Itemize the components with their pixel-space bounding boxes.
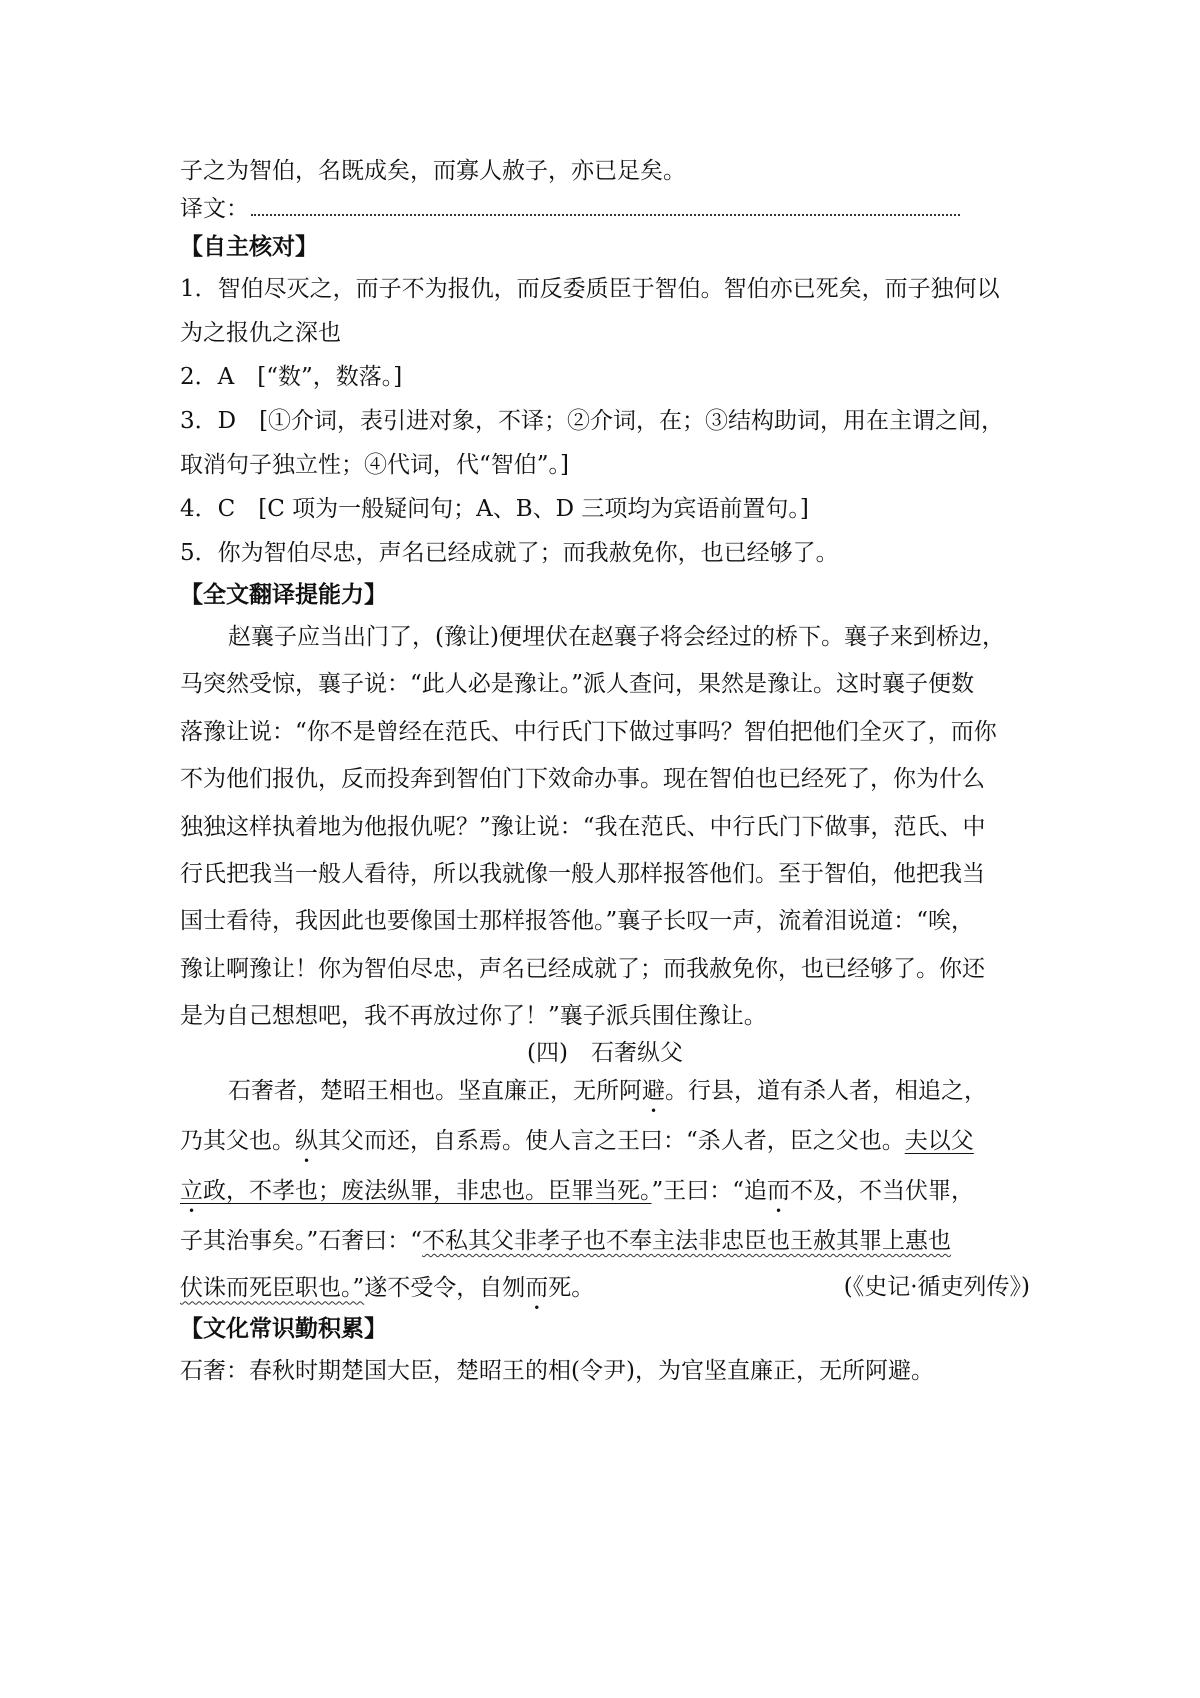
translation-line: 行氏把我当一般人看待，所以我就像一般人那样报答他们。至于智伯，他把我当 <box>180 861 985 888</box>
translation-line: 赵襄子应当出门了，(豫让)便埋伏在赵襄子将会经过的桥下。襄子来到桥边， <box>228 624 1005 650</box>
answer-3-line-1: 3．D [①介词，表引进对象，不译；②介词，在；③结构助词，用在主谓之间， <box>180 408 1005 434</box>
emphasis-char: 而 <box>525 1275 549 1302</box>
answer-5: 5．你为智伯尽忠，声名已经成就了；而我赦免你，也已经够了。 <box>180 540 839 566</box>
passage-line-4: 子其治事矣。”石奢曰：“不私其父非孝子也不奉主法非忠臣也王赦其罪上惠也 <box>180 1228 952 1254</box>
wavy-underlined-sentence: 不私其父非孝子也不奉主法非忠臣也王赦其罪上惠也 <box>422 1228 952 1254</box>
passage-line-1: 石奢者，楚昭王相也。坚直廉正，无所阿避。行县，道有杀人者，相追之， <box>228 1078 987 1104</box>
source-citation: (《史记·循吏列传》) <box>843 1274 1030 1300</box>
full-translation-heading: 【全文翻译提能力】 <box>180 582 387 608</box>
answer-3-line-2: 取消句子独立性；④代词，代“智伯”。] <box>180 452 569 478</box>
emphasis-char: 避 <box>642 1078 665 1104</box>
translation-line: 马突然受惊，襄子说：“此人必是豫让。”派人查问，果然是豫让。这时襄子便数 <box>180 671 975 698</box>
wavy-underlined-sentence: 伏诛而死臣职也。” <box>180 1275 365 1302</box>
answer-1-line-1: 1．智伯尽灭之，而子不为报仇，而反委质臣于智伯。智伯亦已死矣，而子独何以 <box>180 276 1000 302</box>
answer-4: 4．C [C 项为一般疑问句；A、B、D 三项均为宾语前置句。] <box>180 496 809 522</box>
culture-text: 石奢：春秋时期楚国大臣，楚昭王的相(令尹)，为官坚直廉正，无所阿避。 <box>180 1358 934 1384</box>
answer-1-line-2: 为之报仇之深也 <box>180 320 341 346</box>
passage-line-3: 立政，不孝也；废法纵罪，非忠也。臣罪当死。”王曰：“追而不及，不当伏罪， <box>180 1178 975 1204</box>
culture-heading: 【文化常识勤积累】 <box>180 1316 387 1342</box>
translation-blank-line[interactable] <box>251 188 960 216</box>
emphasis-char: 纵 <box>295 1128 318 1154</box>
passage-line-2: 乃其父也。纵其父而还，自系焉。使人言之王曰：“杀人者，臣之父也。夫以父 <box>180 1128 974 1154</box>
emphasis-char: 而 <box>767 1178 791 1204</box>
full-translation-paragraph <box>180 614 1005 1041</box>
passage-line-5: 伏诛而死臣职也。”遂不受令，自刎而死。 <box>180 1275 595 1302</box>
section-title: (四) 石奢纵父 <box>527 1040 683 1066</box>
underlined-sentence: 政，不孝也；废法纵罪，非忠也。臣罪当死。 <box>203 1178 652 1204</box>
underlined-sentence: 夫以父 <box>904 1128 974 1154</box>
translation-label: 译文： <box>180 196 249 222</box>
top-line: 子之为智伯，名既成矣，而寡人赦子，亦已足矣。 <box>180 158 686 184</box>
translation-line: 独独这样执着地为他报仇呢？”豫让说：“我在范氏、中行氏门下做事，范氏、中 <box>180 813 986 840</box>
self-check-heading: 【自主核对】 <box>180 234 318 260</box>
underlined-emphasis-char: 立 <box>180 1178 203 1204</box>
answer-2: 2．A [“数”，数落。] <box>180 364 403 390</box>
translation-line: 是为自己想想吧，我不再放过你了！”襄子派兵围住豫让。 <box>180 1003 767 1030</box>
translation-line: 不为他们报仇，反而投奔到智伯门下效命办事。现在智伯也已经死了，你为什么 <box>180 766 985 793</box>
translation-line: 豫让啊豫让！你为智伯尽忠，声名已经成就了；而我赦免你，也已经够了。你还 <box>180 955 985 982</box>
translation-line: 落豫让说：“你不是曾经在范氏、中行氏门下做过事吗？智伯把他们全灭了，而你 <box>180 718 997 745</box>
translation-line: 国士看待，我因此也要像国士那样报答他。”襄子长叹一声，流着泪说道：“唉， <box>180 908 975 935</box>
